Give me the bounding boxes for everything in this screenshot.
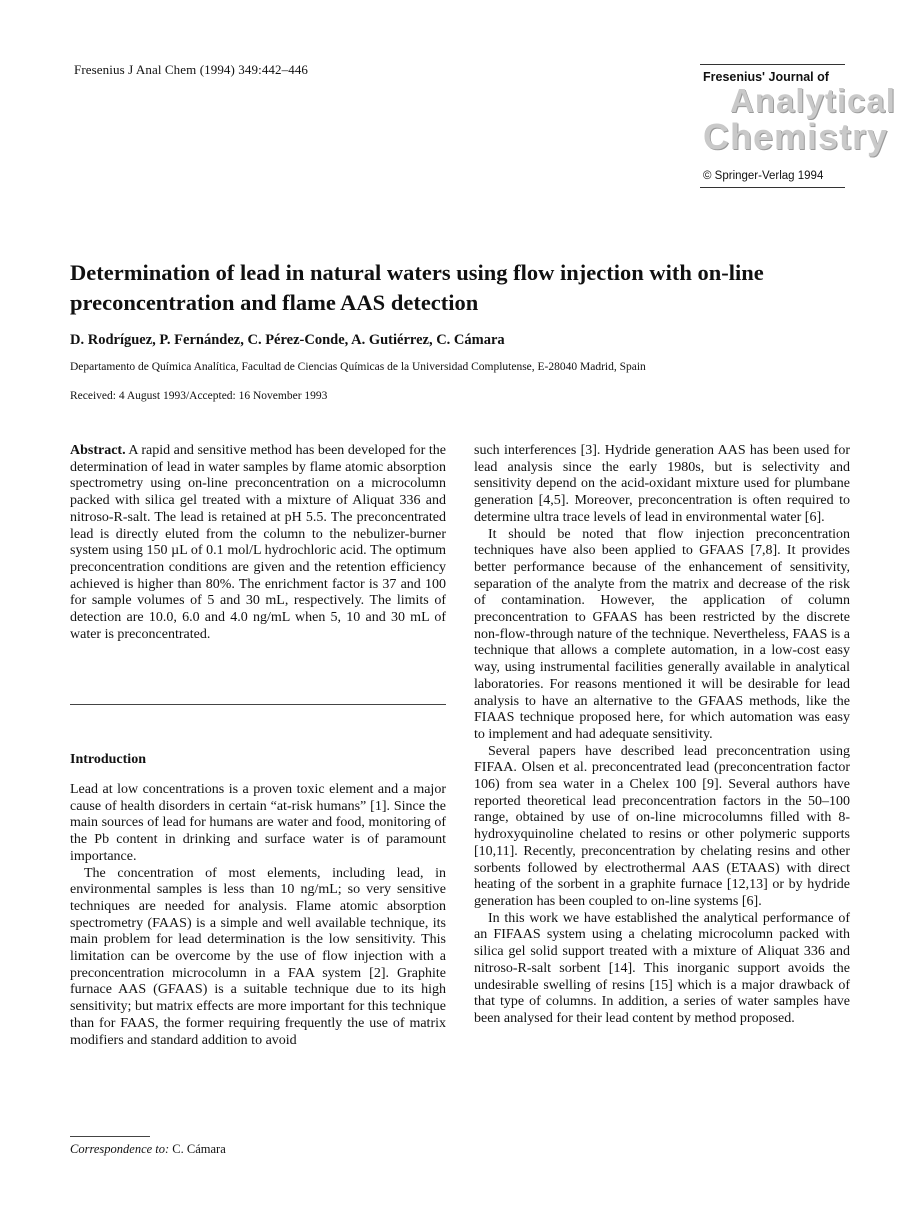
section-heading-introduction: Introduction	[70, 752, 146, 767]
journal-logo-subtitle: Fresenius' Journal of	[703, 70, 829, 84]
journal-citation: Fresenius J Anal Chem (1994) 349:442–446	[74, 62, 309, 77]
abstract	[70, 443, 446, 643]
logo-bottom-rule	[700, 187, 845, 188]
abstract-text: A rapid and sensitive method has been developed for the determination of lead in water samples by flame atomic absorption spectrometry using on-line preconcentration on a microcolumn packed with silica gel treated with a mixture of Aliquat 336 and nitroso-R-salt. The lead is retained at pH 5.5. The preconcentrated lead is directly eluted from the column to the nebulizer-burner system using 150 µL of 0.1 mol/L hydrochloric acid. The optimum preconcentration conditions are given and the retention efficiency achieved is higher than 80%. The enrichment factor is 37 and 100 for sample volumes of 5 and 30 mL, respectively. The limits of detection are 10.0, 6.0 and 4.0 ng/mL when 5, 10 and 30 mL of water is preconcentrated.	[70, 443, 446, 642]
paragraph: The concentration of most elements, including lead, in environmental samples is less than 10 ng/mL; so very sensitive techniques are needed for analysis. Flame atomic absorption spectrometry (FAAS) is a simple and well available technique, its main problem for lead determination is the low sensitivity. This limitation can be overcome by the use of flow injection with a preconcentration microcolumn in a FAA system [2]. Graphite furnace AAS (GFAAS) is a suitable technique due to its high sensitivity; but matrix effects are more important for this technique than for FAAS, the former requiring frequently the use of matrix modifiers and standard addition to avoid	[70, 865, 446, 1048]
paragraph: In this work we have established the analytical performance of an FIFAAS system using a chelating microcolumn packed with silica gel solid support treated with a mixture of Aliquat 336 and nitroso-R-salt sorbent [14]. This inorganic support avoids the undesirable swelling of resins [15] which is a major drawback of that type of columns. In addition, a series of water samples have been analysed for their lead content by method proposed.	[474, 910, 850, 1026]
logo-top-rule	[700, 64, 845, 65]
paragraph: It should be noted that flow injection preconcentration techniques have also been applied to GFAAS [7,8]. It provides better performance because of the enhancement of sensitivity, separation of the analyte from the matrix and decrease of the risk of contamination. However, the application of column preconcentration to GFAAS has been restricted by the discrete non-flow-through nature of the technique. Nevertheless, FAAS is a technique that allows a complete automation, in a low-cost easy way, using instrumental facilities generally available in analytical laboratories. For reasons mentioned it will be desirable for lead analysis to have an alternative to the GFAAS methods, like the FIAAS technique proposed here, for which automation was easy to implement and had adequate sensitivity.	[474, 526, 850, 742]
received-dates: Received: 4 August 1993/Accepted: 16 November 1993	[70, 390, 328, 402]
journal-logo-word-2: Chemistry	[703, 116, 889, 157]
footnote-label: Correspondence to:	[70, 1142, 170, 1156]
paragraph: Several papers have described lead preconcentration using FIFAA. Olsen et al. preconcentrated lead (preconcentration factor 106) from sea water in a Chelex 100 [9]. Several authors have reported theoretical lead preconcentration factors in the 50–100 range, obtained by use of on-line microcolumns filled with 8-hydroxyquinoline chelated to resins or other polymeric supports [10,11]. Recently, preconcentration by chelating resins and other sorbents followed by electrothermal AAS (ETAAS) with direct heating of the sorbent in a graphite furnace [12,13] or by hydride generation has been coupled to on-line systems [6].	[474, 743, 850, 909]
footnote-name: C. Cámara	[172, 1142, 226, 1156]
paragraph: such interferences [3]. Hydride generation AAS has been used for lead analysis since the early 1980s, but is selectivity and sensitivity depend on the acid-oxidant mixture used for plumbane generation [4,5]. Moreover, preconcentration is often required to determine ultra trace levels of lead in environmental water [6].	[474, 443, 850, 525]
correspondence-footnote	[70, 1142, 226, 1157]
right-column-body	[474, 443, 850, 1028]
abstract-label: Abstract.	[70, 443, 126, 458]
copyright-notice: © Springer-Verlag 1994	[703, 170, 824, 182]
introduction-body	[70, 782, 446, 1049]
author-affiliation: Departamento de Química Analítica, Facultad de Ciencias Químicas de la Universidad Complutense, E-28040 Madrid, Spain	[70, 361, 646, 373]
paragraph: Lead at low concentrations is a proven toxic element and a major cause of health disorders in certain “at-risk humans” [1]. Since the main sources of lead for humans are water and food, monitoring of the Pb content in drinking and surface water is of paramount importance.	[70, 782, 446, 864]
article-title: Determination of lead in natural waters using flow injection with on-line preconcentration and flame AAS detection	[70, 260, 764, 315]
author-list: D. Rodríguez, P. Fernández, C. Pérez-Conde, A. Gutiérrez, C. Cámara	[70, 332, 505, 348]
footnote-divider	[70, 1136, 150, 1137]
journal-logo-word-1: Analytical	[730, 82, 896, 119]
abstract-divider	[70, 704, 446, 705]
